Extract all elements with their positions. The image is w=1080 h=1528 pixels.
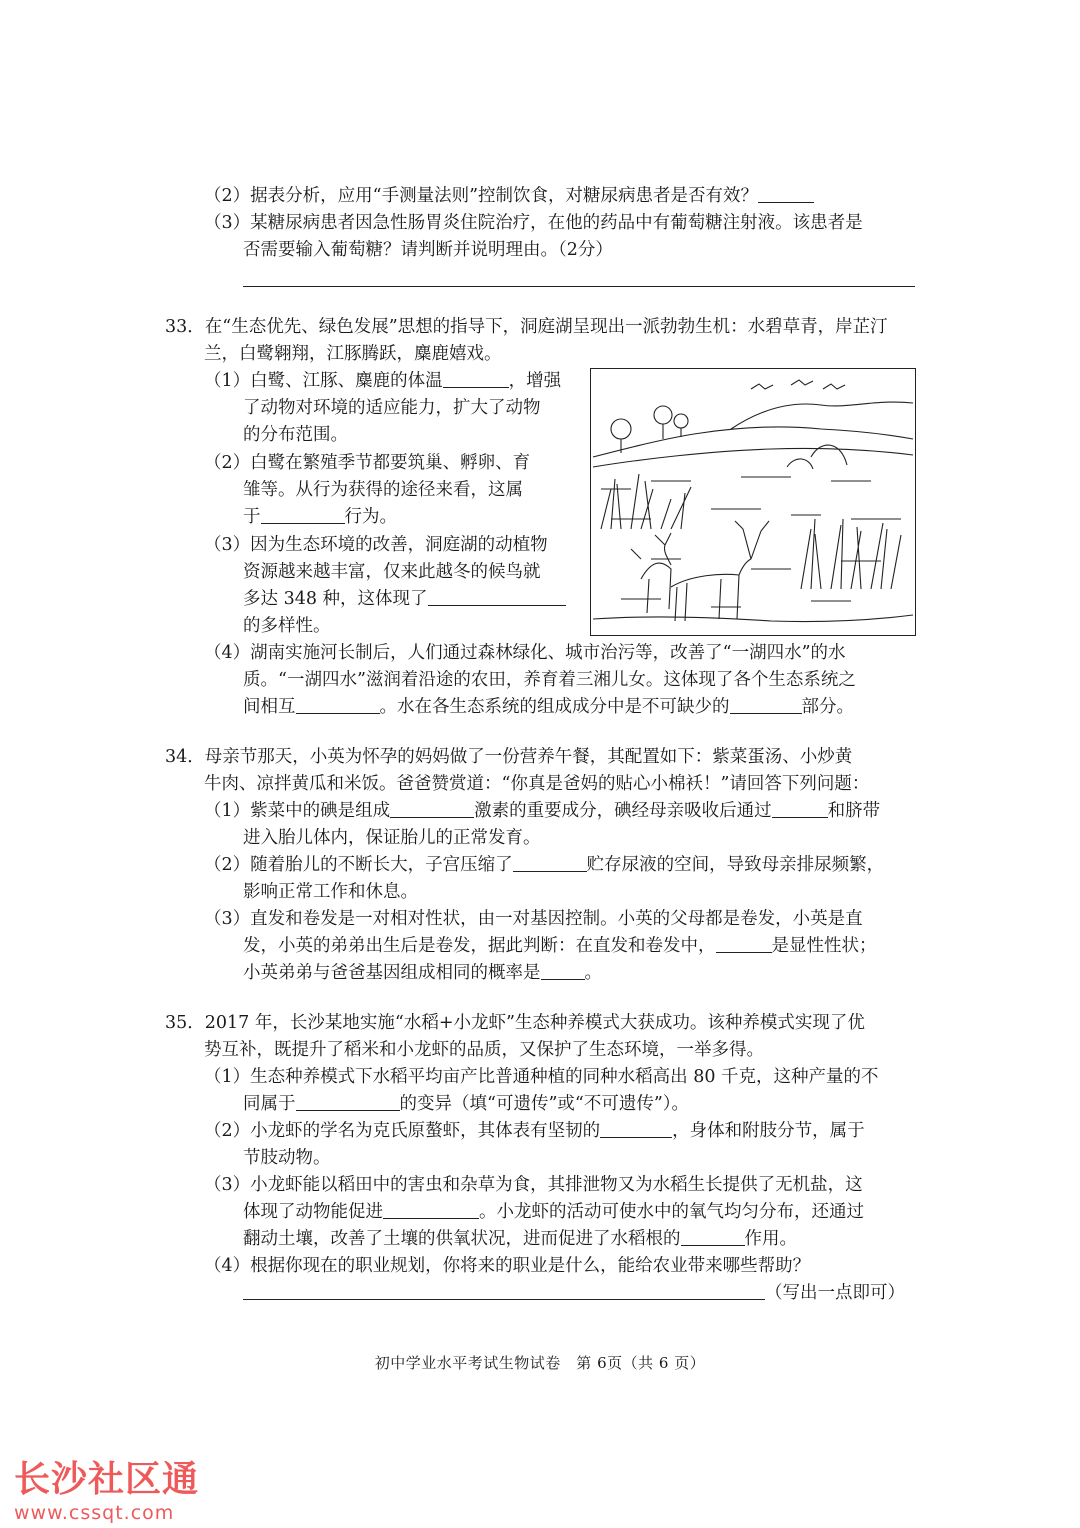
q35-part3-line2: 体现了动物能促进 。小龙虾的活动可使水中的氧气均匀分布，还通过 <box>243 1198 864 1226</box>
q35-part3-line1: （3）小龙虾能以稻田中的害虫和杂草为食，其排泄物又为水稻生长提供了无机盐，这 <box>204 1175 863 1195</box>
q33-part3-line1: （3）因为生态环境的改善，洞庭湖的动植物 <box>204 535 548 555</box>
q35-intro-line2: 势互补，既提升了稻米和小龙虾的品质，又保护了生态环境，一举多得。 <box>204 1040 764 1060</box>
lake-illustration <box>590 368 916 636</box>
flying-bird-icon <box>751 384 773 389</box>
reeds <box>801 519 901 589</box>
q35-part1-line1: （1）生态种养模式下水稻平均亩产比普通种植的同种水稻高出 80 千克，这种产量的不 <box>204 1067 879 1087</box>
q34-part1-line1: （1）紫菜中的碘是组成 激素的重要成分，碘经母亲吸收后通过 和脐带 <box>204 797 880 825</box>
q35-intro-line1: 35．2017 年，长沙某地实施“水稻+小龙虾”生态种养模式大获成功。该种养模式实现了优 <box>165 1013 865 1033</box>
q34-part3-line3: 小英弟弟与爸爸基因组成相同的概率是 。 <box>243 959 602 987</box>
hills <box>731 402 913 429</box>
q33-intro-line2: 兰，白鹭翱翔，江豚腾跃，麋鹿嬉戏。 <box>204 344 502 364</box>
q35-part2-line1: （2）小龙虾的学名为克氏原螯虾，其体表有坚韧的 ，身体和附肢分节，属于 <box>204 1117 865 1145</box>
watermark-title: 长沙社区通 <box>14 1459 200 1500</box>
answer-line[interactable] <box>243 286 915 287</box>
answer-blank[interactable] <box>716 932 772 953</box>
q34-part2-line2: 影响正常工作和休息。 <box>243 882 418 902</box>
q35-part2-line2: 节肢动物。 <box>243 1148 331 1168</box>
tree-icon <box>611 419 631 439</box>
answer-blank[interactable] <box>681 1225 745 1246</box>
q33-part1-line3: 的分布范围。 <box>243 425 348 445</box>
q32-part3-line1: （3）某糖尿病患者因急性肠胃炎住院治疗，在他的药品中有葡萄糖注射液。该患者是 <box>204 213 863 233</box>
dolphin-icon <box>787 459 813 469</box>
tree-icon <box>674 414 688 428</box>
q33-part4-line2: 质。“一湖四水”滋润着沿途的农田，养育着三湘儿女。这体现了各个生态系统之 <box>243 670 856 690</box>
answer-blank[interactable] <box>758 182 814 203</box>
page-footer: 初中学业水平考试生物试卷 第 6页（共 6 页） <box>374 1354 706 1372</box>
q33-part1-line1: （1）白鹭、江豚、麋鹿的体温 ，增强 <box>204 367 561 395</box>
q33-part2-line1: （2）白鹭在繁殖季节都要筑巢、孵卵、育 <box>204 453 531 473</box>
q34-part3-line2: 发，小英的弟弟出生后是卷发，据此判断：在直发和卷发中， 是显性性状； <box>243 932 877 960</box>
q33-part4-line3: 间相互 。水在各生态系统的组成成分中是不可缺少的 部分。 <box>243 693 854 721</box>
reeds <box>601 474 691 529</box>
watermark-url: www.cssqt.com <box>14 1502 175 1524</box>
answer-blank[interactable] <box>541 959 585 980</box>
q32-part3-line2: 否需要输入葡萄糖？请判断并说明理由。（2分） <box>243 240 613 260</box>
answer-blank[interactable] <box>443 367 509 388</box>
q35-part3-line3: 翻动土壤，改善了土壤的供氧状况，进而促进了水稻根的 作用。 <box>243 1225 797 1253</box>
far-shore <box>593 427 913 457</box>
q33-part3-line2: 资源越来越丰富，仅来此越冬的候鸟就 <box>243 562 541 582</box>
q34-part1-line2: 进入胎儿体内，保证胎儿的正常发育。 <box>243 828 541 848</box>
tree-icon <box>654 406 672 424</box>
answer-blank[interactable] <box>390 797 474 818</box>
answer-blank[interactable] <box>296 1090 400 1111</box>
q33-part2-line3: 于 行为。 <box>243 503 397 531</box>
flying-bird-icon <box>823 384 845 389</box>
site-watermark <box>14 1458 199 1524</box>
q35-part1-line2: 同属于 的变异（填“可遗传”或“不可遗传”）。 <box>243 1090 689 1118</box>
deer-icon <box>671 521 769 621</box>
q33-part1-line2: 了动物对环境的适应能力，扩大了动物 <box>243 398 541 418</box>
q33-intro-line1: 33．在“生态优先、绿色发展”思想的指导下，洞庭湖呈现出一派勃勃生机：水碧草青，岸芷汀 <box>165 317 888 337</box>
q35-part4-line1: （4）根据你现在的职业规划，你将来的职业是什么，能给农业带来哪些帮助？ <box>204 1256 811 1276</box>
q33-part3-line3: 多达 348 种，这体现了 <box>243 585 566 613</box>
answer-blank[interactable] <box>772 797 828 818</box>
answer-blank[interactable] <box>261 503 345 524</box>
q34-part3-line1: （3）直发和卷发是一对相对性状，由一对基因控制。小英的父母都是卷发，小英是直 <box>204 909 863 929</box>
answer-line[interactable] <box>243 1279 765 1300</box>
answer-blank[interactable] <box>296 693 380 714</box>
answer-blank[interactable] <box>383 1198 479 1219</box>
q32-part2: （2）据表分析，应用“手测量法则”控制饮食，对糖尿病患者是否有效？ <box>204 182 814 210</box>
q33-part3-line4: 的多样性。 <box>243 616 331 636</box>
answer-blank[interactable] <box>428 585 566 606</box>
answer-blank[interactable] <box>600 1117 672 1138</box>
q34-intro-line1: 34．母亲节那天，小英为怀孕的妈妈做了一份营养午餐，其配置如下：紫菜蛋汤、小炒黄 <box>165 747 853 767</box>
deer-icon <box>631 533 671 613</box>
q35-part4-line2: （写出一点即可） <box>243 1279 905 1307</box>
q34-intro-line2: 牛肉、凉拌黄瓜和米饭。爸爸赞赏道：“你真是爸妈的贴心小棉袄！”请回答下列问题： <box>204 774 870 794</box>
q33-part4-line1: （4）湖南实施河长制后，人们通过森林绿化、城市治污等，改善了“一湖四水”的水 <box>204 643 846 663</box>
q34-part2-line1: （2）随着胎儿的不断长大，子宫压缩了 贮存尿液的空间，导致母亲排尿频繁， <box>204 851 884 879</box>
answer-blank[interactable] <box>730 693 802 714</box>
flying-bird-icon <box>791 380 813 385</box>
q33-part2-line2: 雏等。从行为获得的途径来看，这属 <box>243 480 523 500</box>
answer-blank[interactable] <box>513 851 587 872</box>
